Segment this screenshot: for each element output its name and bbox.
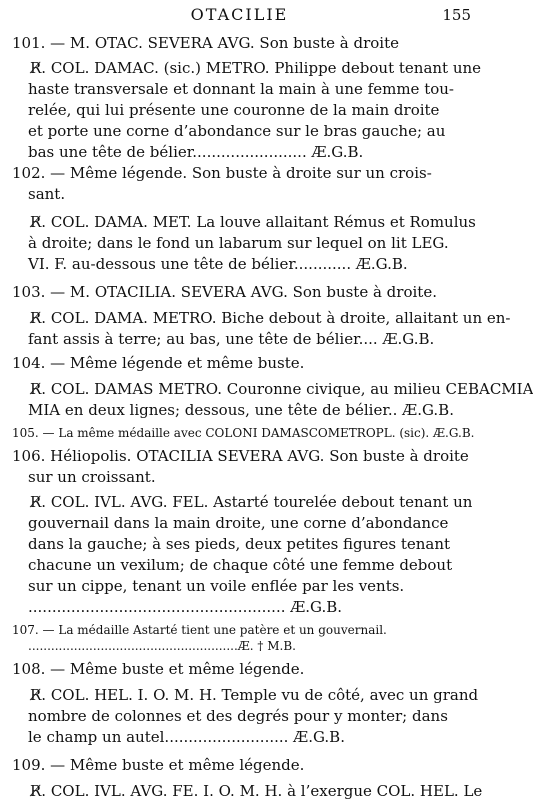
entry-101-heading: 101. — M. OTAC. SEVERA AVG. Son buste à droite <box>12 34 400 52</box>
entry-109-heading: 109. — Même buste et même légende. <box>12 756 305 774</box>
entry-102-reverse-line: VI. F. au-dessous une tête de bélier............ Æ.G.B. <box>28 255 408 273</box>
entry-104-reverse-line: MIA en deux lignes; dessous, une tête de bélier.. Æ.G.B. <box>28 401 454 419</box>
entry-106-heading-continued: sur un croissant. <box>28 468 156 486</box>
entry-103-reverse-line: fant assis à terre; au bas, une tête de bélier.... Æ.G.B. <box>28 330 435 348</box>
entry-101-reverse-line: relée, qui lui présente une couronne de la main droite <box>28 101 440 119</box>
entry-104-reverse-line: R̸. COL. DAMAS METRO. Couronne civique, au milieu CEBACMIA <box>30 380 533 398</box>
page-number: 155 <box>442 6 471 24</box>
entry-102-reverse-line: à droite; dans le fond un labarum sur lequel on lit LEG. <box>28 234 449 252</box>
entry-101-reverse-line: haste transversale et donnant la main à une femme tou- <box>28 80 454 98</box>
running-title: OTACILIE <box>190 5 289 24</box>
page-header <box>0 4 479 26</box>
entry-106-reverse-line: sur un cippe, tenant un voile enflée par les vents. <box>28 577 405 595</box>
entry-103-reverse-line: R̸. COL. DAMA. METRO. Biche debout à droite, allaitant un en- <box>30 309 511 327</box>
entry-103-heading: 103. — M. OTACILIA. SEVERA AVG. Son buste à droite. <box>12 283 437 301</box>
entry-106-reverse-line: dans la gauche; à ses pieds, deux petites figures tenant <box>28 535 451 553</box>
entry-101-reverse-line: bas une tête de bélier........................ Æ.G.B. <box>28 143 364 161</box>
entry-109-reverse-line: R̸. COL. IVL. AVG. FE. I. O. M. H. à l’exergue COL. HEL. Le <box>30 782 483 800</box>
entry-101-reverse-line: et porte une corne d’abondance sur le bras gauche; au <box>28 122 446 140</box>
entry-106-reverse-line: ...................................................... Æ.G.B. <box>28 598 343 616</box>
entry-106-heading: 106. Héliopolis. OTACILIA SEVERA AVG. Son buste à droite <box>12 447 469 465</box>
entry-108-reverse-line: le champ un autel.......................... Æ.G.B. <box>28 728 345 746</box>
entry-108-heading: 108. — Même buste et même légende. <box>12 660 305 678</box>
entry-108-reverse-line: R̸. COL. HEL. I. O. M. H. Temple vu de côté, avec un grand <box>30 686 479 704</box>
entry-104-heading: 104. — Même légende et même buste. <box>12 354 305 372</box>
entry-106-reverse-line: gouvernail dans la main droite, une corne d’abondance <box>28 514 449 532</box>
entry-101-reverse-line: R̸. COL. DAMAC. (sic.) METRO. Philippe debout tenant une <box>30 59 482 77</box>
entry-105-line: 105. — La même médaille avec COLONI DAMASCOMETROPL. (sic). Æ.G.B. <box>12 426 475 440</box>
entry-108-reverse-line: nombre de colonnes et des degrés pour y monter; dans <box>28 707 448 725</box>
entry-102-reverse-line: R̸. COL. DAMA. MET. La louve allaitant Rémus et Romulus <box>30 213 476 231</box>
entry-102-heading: 102. — Même légende. Son buste à droite sur un crois- <box>12 164 432 182</box>
entry-107-line-continued: .......................................................Æ. † M.B. <box>28 639 296 653</box>
entry-106-reverse-line: R̸. COL. IVL. AVG. FEL. Astarté tourelée debout tenant un <box>30 493 473 511</box>
entry-106-reverse-line: chacune un vexilum; de chaque côté une femme debout <box>28 556 453 574</box>
entry-107-line: 107. — La médaille Astarté tient une patère et un gouvernail. <box>12 623 387 637</box>
entry-102-heading-continued: sant. <box>28 185 66 203</box>
